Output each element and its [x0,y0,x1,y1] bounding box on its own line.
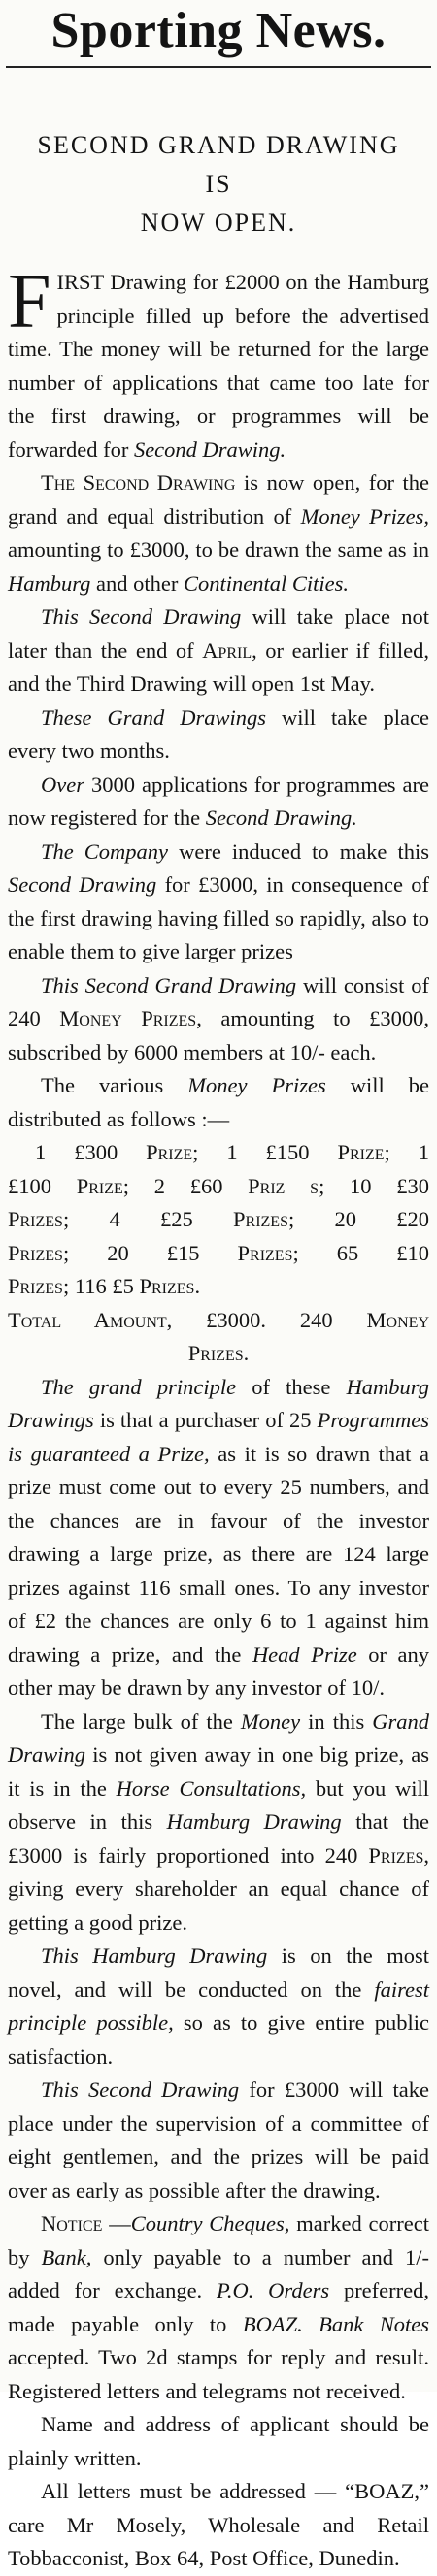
emphasis: Programmes is guaranteed a Prize, [8,1408,429,1466]
emphasis: Hamburg Drawings [8,1374,429,1432]
text: giving every shareholder an equal chance of getting a good prize. [8,1876,429,1935]
text: will consist of 240 [8,972,430,1030]
text: so as to give entire public satisfaction. [8,2010,429,2069]
emphasis: fairest principle possible, [8,1976,429,2035]
text: is on the most novel, and will be conducted on the [8,1943,429,2002]
text: for £3000 will take place under the supervision of a committee of eight gentlemen, and the prizes will be paid over as early as possible after the drawing. [8,2077,429,2202]
paragraph-novel [8,1940,429,2073]
text: marked correct by [8,2211,429,2269]
paragraph-company [8,835,429,969]
paragraph-drawing-date [8,601,429,701]
prize-line-5: Prizes; 116 £5 Prizes. [8,1274,201,1298]
text: for £3000, in consequence of the first drawing having filled so rapidly, also to enable them to give larger prizes [8,872,429,963]
emphasis: Second Drawing. [133,437,286,462]
text: amounting to £3000, to be drawn the same as in [8,538,429,562]
paragraph-second-drawing [8,467,429,601]
emphasis: Head Prize [252,1642,357,1667]
article-headline-line-1: SECOND GRAND DRAWING IS [37,131,400,198]
prize-line-4: Prizes; 20 £15 Prizes; 65 £10 [8,1240,429,1265]
text: but you will observe in this [8,1776,430,1834]
text: will be distributed as follows :— [8,1073,429,1131]
title-rule [6,66,431,68]
text: as it is so drawn that a prize must come out to every 25 numbers, and the chances are in favour of the investor drawing a large prize, as there are 124 large prizes against 116 small ones. To any investor of £2 the chances are only 6 to 1 against him drawing a prize, and the [8,1441,429,1667]
paragraph-name-address [8,2408,429,2475]
article-headline-line-2: NOW OPEN. [140,209,297,237]
small-caps: Notice [41,2211,103,2235]
text: The various [41,1073,188,1097]
paragraph-notice [8,2207,429,2408]
prize-line-3: Prizes; 4 £25 Prizes; 20 £20 [8,1207,429,1231]
paragraph-bulk-money [8,1706,429,1940]
paragraph-committee [8,2073,429,2207]
text: will take place every two months. [8,704,429,763]
emphasis: Money [240,1709,301,1734]
emphasis: The grand principle [41,1374,237,1399]
paragraph-first-drawing [8,259,429,467]
text: were induced to make this [168,838,429,864]
prize-line-1: 1 £300 Prize; 1 £150 Prize; 1 [35,1140,429,1164]
paragraph-applications [8,768,429,835]
prize-line-2: £100 Prize; 2 £60 Priz s; 10 £30 [8,1173,429,1198]
emphasis: Second Drawing [8,872,157,897]
emphasis: P.O. Orders [217,2278,330,2302]
article-body [8,259,430,2576]
paragraph-grand-principle [8,1371,429,1706]
emphasis: The Company [41,838,169,864]
emphasis: This Second Drawing [41,604,242,629]
emphasis: Money Prizes [187,1073,326,1097]
emphasis: This Second Grand Drawing [41,972,297,997]
paragraph-frequency [8,701,429,768]
total-line-1: Total Amount, £3000. 240 Money [8,1307,429,1332]
emphasis: Horse Consultations, [116,1776,307,1801]
text: accepted. Two 2d stamps for reply and result. Registered letters and telegrams not received. [8,2345,429,2403]
text: in this [300,1709,373,1734]
emphasis: Hamburg Drawing [166,1810,342,1834]
emphasis: Country Cheques, [130,2211,290,2235]
text: will take place not later than the end of [8,604,429,663]
text: that the £3000 is fairly proportioned into 240 [8,1810,429,1868]
emphasis: Grand Drawing [8,1709,429,1767]
text: 3000 applications for programmes are now registered for the [8,771,429,830]
emphasis: Continental Cities. [184,571,350,596]
text: and other [90,571,185,596]
small-caps: April, [202,637,257,663]
paragraph-address-letters [8,2475,429,2576]
emphasis: This Second Drawing [41,2077,240,2102]
paragraph-consist [8,969,429,1070]
prize-list [8,1136,429,1304]
article-headline [21,126,416,243]
text: All letters must be addressed — “BOAZ,” care Mr Mosely, Wholesale and Retail Tobbacconist, Box 64, Post Office, Dunedin. [8,2479,429,2570]
text: The large bulk of the [41,1709,241,1734]
paragraph-prizes-intro [8,1069,429,1136]
text: or earlier if filled, and the Third Drawing will open 1st May. [8,637,429,696]
text: only payable to a number and 1/- added for exchange. [8,2244,429,2302]
text: — [102,2211,131,2235]
emphasis: Over [41,771,84,797]
total-amount [8,1304,429,1371]
text: is that a purchaser of 25 [93,1408,318,1432]
emphasis: Money Prizes, [300,504,429,529]
emphasis: Bank, [41,2244,92,2269]
text: is now open, for the grand and equal distribution of [8,471,429,529]
emphasis: Second Drawing. [205,805,357,830]
total-line-2: Prizes. [187,1341,250,1365]
small-caps: Prizes, [368,1842,429,1868]
small-caps: The Second Drawing [41,471,236,495]
text: or any other may be drawn by any investor of 10/. [8,1642,429,1700]
page-title: Sporting News. [50,3,387,58]
text: amounting to £3000, subscribed by 6000 members at 10/- each. [8,1006,430,1064]
text: of these [236,1374,347,1399]
emphasis: BOAZ. Bank Notes [242,2311,429,2336]
emphasis: These Grand Drawings [41,704,267,730]
emphasis: Hamburg [8,571,91,596]
emphasis: This Hamburg Drawing [41,1943,268,1968]
drop-cap: F [8,259,51,344]
small-caps: Money Prizes, [59,1006,202,1030]
text: is not given away in one big prize, as it is in the [8,1743,429,1801]
text: Name and address of applicant should be plainly written. [8,2412,429,2470]
text: IRST Drawing for £2000 on the Hamburg principle filled up before the advertised time. The money will be returned for the large number of applications that came too late for the first drawing, or programmes will be forwarded for [8,270,429,462]
text: preferred, made payable only to [8,2278,429,2336]
